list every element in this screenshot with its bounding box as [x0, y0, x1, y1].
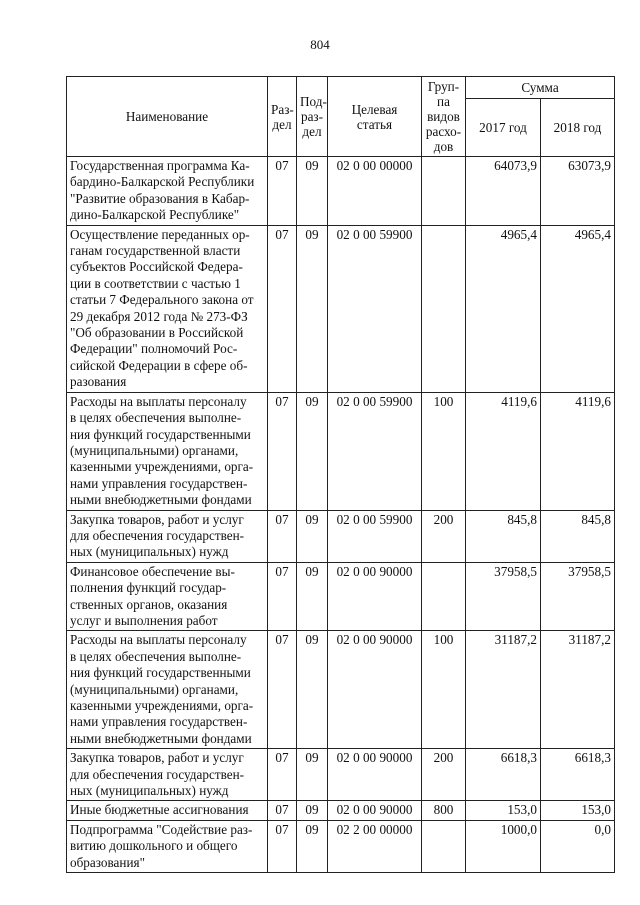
cell-name: Осуществление переданных ор- ганам государственной власти субъектов Российской Федера- ции в соответствии с частью 1 статьи 7 Федерального закона от 29 декабря 2012 года № 273-ФЗ "Об образовании в Российской Федерации" полномочий Рос- сийской Федерации в сфере об- разования — [67, 225, 268, 392]
cell-article: 02 0 00 90000 — [328, 749, 422, 801]
cell-group: 200 — [422, 510, 466, 562]
cell-article: 02 0 00 90000 — [328, 562, 422, 631]
cell-sum-2018: 63073,9 — [541, 157, 615, 226]
cell-sum-2017: 64073,9 — [466, 157, 541, 226]
cell-sum-2017: 4965,4 — [466, 225, 541, 392]
table-row — [67, 157, 615, 226]
cell-article: 02 0 00 90000 — [328, 801, 422, 820]
cell-podrazdel: 09 — [297, 510, 328, 562]
cell-article: 02 0 00 90000 — [328, 631, 422, 749]
header-year-2017: 2017 год — [466, 99, 541, 157]
page-number: 804 — [310, 37, 330, 52]
cell-sum-2018: 4119,6 — [541, 392, 615, 510]
cell-razdel: 07 — [268, 631, 297, 749]
cell-razdel: 07 — [268, 157, 297, 226]
cell-name: Закупка товаров, работ и услуг для обеспечения государствен- ных (муниципальных) нужд — [67, 510, 268, 562]
cell-group — [422, 820, 466, 872]
cell-sum-2017: 845,8 — [466, 510, 541, 562]
cell-sum-2018: 4965,4 — [541, 225, 615, 392]
header-sum: Сумма — [466, 77, 615, 99]
cell-podrazdel: 09 — [297, 631, 328, 749]
cell-sum-2018: 153,0 — [541, 801, 615, 820]
table-row — [67, 392, 615, 510]
table-row — [67, 562, 615, 631]
table-row — [67, 749, 615, 801]
cell-name: Государственная программа Ка- бардино-Балкарской Республики "Развитие образования в Кабар- дино-Балкарской Республике" — [67, 157, 268, 226]
cell-group: 100 — [422, 631, 466, 749]
cell-article: 02 0 00 59900 — [328, 225, 422, 392]
header-name: Наименование — [67, 77, 268, 157]
cell-sum-2017: 31187,2 — [466, 631, 541, 749]
cell-razdel: 07 — [268, 820, 297, 872]
cell-article: 02 0 00 59900 — [328, 510, 422, 562]
table-row — [67, 510, 615, 562]
cell-sum-2018: 6618,3 — [541, 749, 615, 801]
cell-razdel: 07 — [268, 749, 297, 801]
cell-sum-2018: 31187,2 — [541, 631, 615, 749]
cell-group: 200 — [422, 749, 466, 801]
cell-sum-2018: 0,0 — [541, 820, 615, 872]
cell-name: Закупка товаров, работ и услуг для обеспечения государствен- ных (муниципальных) нужд — [67, 749, 268, 801]
cell-podrazdel: 09 — [297, 225, 328, 392]
cell-razdel: 07 — [268, 510, 297, 562]
header-group: Груп- па видов расхо- дов — [422, 77, 466, 157]
cell-podrazdel: 09 — [297, 392, 328, 510]
cell-group: 100 — [422, 392, 466, 510]
cell-sum-2018: 845,8 — [541, 510, 615, 562]
cell-podrazdel: 09 — [297, 801, 328, 820]
cell-article: 02 0 00 59900 — [328, 392, 422, 510]
cell-name: Расходы на выплаты персоналу в целях обеспечения выполне- ния функций государственными (муниципальными) органами, казенными учреждениями, орга- нами управления государствен- ными внебюджетными фондами — [67, 631, 268, 749]
cell-name: Иные бюджетные ассигнования — [67, 801, 268, 820]
cell-podrazdel: 09 — [297, 749, 328, 801]
cell-sum-2017: 153,0 — [466, 801, 541, 820]
cell-name: Подпрограмма "Содействие раз- витию дошкольного и общего образования" — [67, 820, 268, 872]
cell-razdel: 07 — [268, 392, 297, 510]
header-razdel: Раз- дел — [268, 77, 297, 157]
cell-sum-2018: 37958,5 — [541, 562, 615, 631]
cell-article: 02 0 00 00000 — [328, 157, 422, 226]
cell-sum-2017: 1000,0 — [466, 820, 541, 872]
cell-group — [422, 157, 466, 226]
cell-sum-2017: 37958,5 — [466, 562, 541, 631]
cell-sum-2017: 6618,3 — [466, 749, 541, 801]
table-row — [67, 225, 615, 392]
cell-podrazdel: 09 — [297, 820, 328, 872]
cell-sum-2017: 4119,6 — [466, 392, 541, 510]
cell-group: 800 — [422, 801, 466, 820]
table-row — [67, 631, 615, 749]
cell-group — [422, 562, 466, 631]
cell-razdel: 07 — [268, 801, 297, 820]
header-year-2018: 2018 год — [541, 99, 615, 157]
cell-article: 02 2 00 00000 — [328, 820, 422, 872]
table-row — [67, 820, 615, 872]
cell-podrazdel: 09 — [297, 157, 328, 226]
table-row — [67, 801, 615, 820]
cell-group — [422, 225, 466, 392]
cell-name: Расходы на выплаты персоналу в целях обеспечения выполне- ния функций государственными (муниципальными) органами, казенными учреждениями, орга- нами управления государствен- ными внебюджетными фондами — [67, 392, 268, 510]
cell-razdel: 07 — [268, 562, 297, 631]
cell-podrazdel: 09 — [297, 562, 328, 631]
header-article: Целевая статья — [328, 77, 422, 157]
header-podrazdel: Под- раз- дел — [297, 77, 328, 157]
table-header — [67, 77, 615, 157]
table-body — [67, 157, 615, 873]
cell-name: Финансовое обеспечение вы- полнения функций государ- ственных органов, оказания услуг и выполнения работ — [67, 562, 268, 631]
budget-table — [66, 76, 615, 873]
cell-razdel: 07 — [268, 225, 297, 392]
